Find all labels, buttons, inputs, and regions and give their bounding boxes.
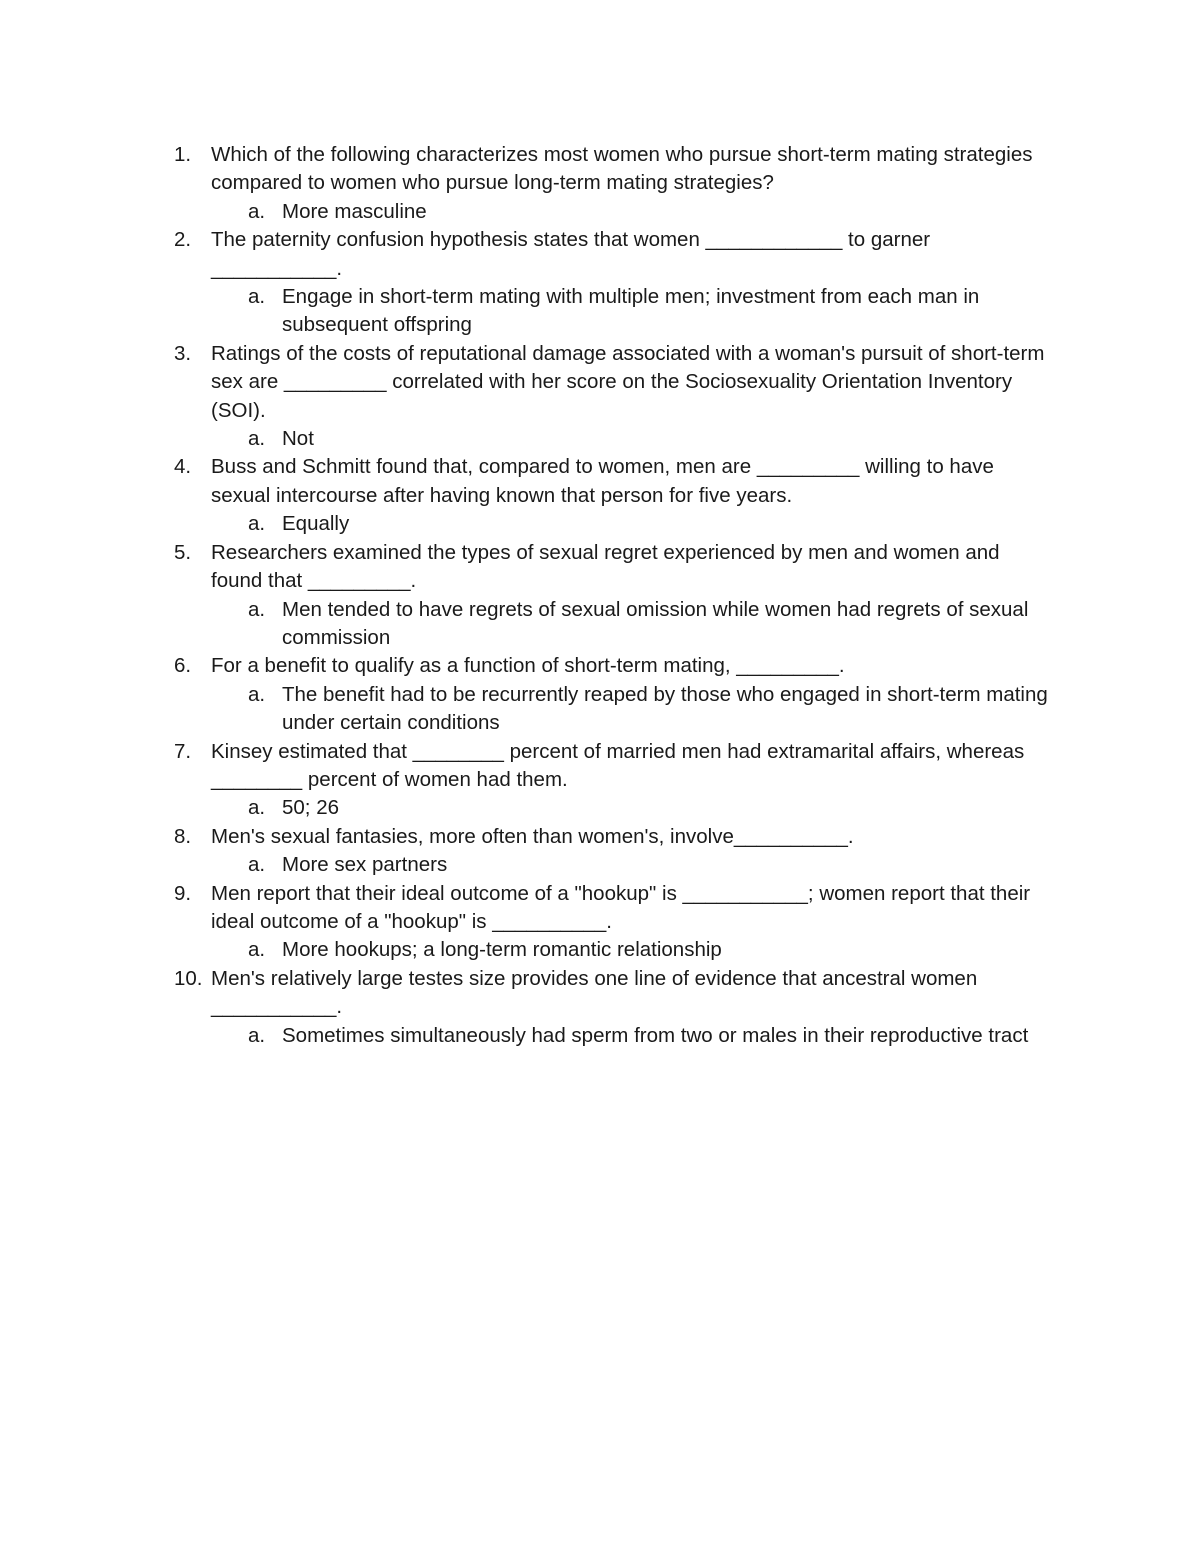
answer-letter: a.	[248, 199, 266, 223]
question-text: For a benefit to qualify as a function of short-term mating, _________.	[211, 654, 845, 678]
question-item	[174, 880, 1054, 937]
answer-item	[174, 510, 1054, 538]
question-number: 4.	[174, 455, 192, 479]
answer-letter: a.	[248, 938, 266, 962]
question-number: 5.	[174, 540, 192, 564]
question-text: Ratings of the costs of reputational damage associated with a woman's pursuit of short-term sex are _________ correlated with her score on the Sociosexuality Orientation Inventory (SOI).	[211, 341, 1045, 422]
question-text: Kinsey estimated that ________ percent of married men had extramarital affairs, whereas ________ percent of women had them.	[211, 739, 1025, 791]
answer-item	[174, 794, 1054, 822]
answer-item	[174, 283, 1054, 340]
answer-item	[174, 596, 1054, 653]
question-text: Men's relatively large testes size provides one line of evidence that ancestral women ___________.	[211, 966, 978, 1019]
question-item	[174, 539, 1054, 596]
question-number: 8.	[174, 824, 192, 848]
answer-text: 50; 26	[282, 796, 339, 820]
question-text: Buss and Schmitt found that, compared to women, men are _________ willing to have sexual intercourse after having known that person for five years.	[211, 455, 994, 507]
answer-text: More sex partners	[282, 853, 448, 877]
question-list	[174, 141, 1054, 1050]
question-number: 2.	[174, 228, 192, 252]
question-number: 3.	[174, 341, 192, 365]
answer-letter: a.	[248, 1023, 266, 1047]
question-text: Men's sexual fantasies, more often than women's, involve__________.	[211, 824, 854, 848]
question-item	[174, 823, 1054, 851]
answer-text: The benefit had to be recurrently reaped by those who engaged in short-term mating under certain conditions	[282, 682, 1048, 735]
question-item	[174, 226, 1054, 283]
answer-item	[174, 936, 1054, 964]
answer-item	[174, 851, 1054, 879]
question-item	[174, 965, 1054, 1022]
answer-item	[174, 425, 1054, 453]
answer-item	[174, 681, 1054, 738]
question-text: Which of the following characterizes most women who pursue short-term mating strategies compared to women who pursue long-term mating strategies?	[211, 143, 1033, 195]
answer-text: More hookups; a long-term romantic relationship	[282, 938, 722, 962]
answer-text: Not	[282, 427, 314, 451]
answer-letter: a.	[248, 796, 266, 820]
answer-text: Sometimes simultaneously had sperm from two or males in their reproductive tract	[282, 1023, 1029, 1047]
question-number: 9.	[174, 881, 192, 905]
answer-letter: a.	[248, 427, 266, 451]
answer-text: Equally	[282, 512, 350, 536]
question-text: The paternity confusion hypothesis states that women ____________ to garner ___________.	[211, 228, 931, 280]
question-number: 7.	[174, 739, 192, 763]
answer-text: Men tended to have regrets of sexual omission while women had regrets of sexual commission	[282, 597, 1029, 649]
answer-letter: a.	[248, 285, 266, 309]
question-item	[174, 340, 1054, 425]
question-item	[174, 652, 1054, 680]
question-item	[174, 141, 1054, 198]
question-text: Researchers examined the types of sexual regret experienced by men and women and found that _________.	[211, 540, 1000, 593]
answer-letter: a.	[248, 853, 266, 877]
answer-letter: a.	[248, 597, 266, 621]
answer-text: Engage in short-term mating with multiple men; investment from each man in subsequent offspring	[282, 285, 980, 337]
question-text: Men report that their ideal outcome of a "hookup" is ___________; women report that their ideal outcome of a "hookup" is __________.	[211, 881, 1031, 933]
answer-letter: a.	[248, 682, 266, 706]
answer-item	[174, 198, 1054, 226]
question-number: 10.	[174, 966, 203, 990]
answer-text: More masculine	[282, 199, 427, 223]
question-item	[174, 738, 1054, 795]
question-number: 6.	[174, 654, 192, 678]
answer-item	[174, 1022, 1054, 1050]
question-number: 1.	[174, 143, 192, 166]
answer-letter: a.	[248, 512, 266, 536]
question-item	[174, 453, 1054, 510]
